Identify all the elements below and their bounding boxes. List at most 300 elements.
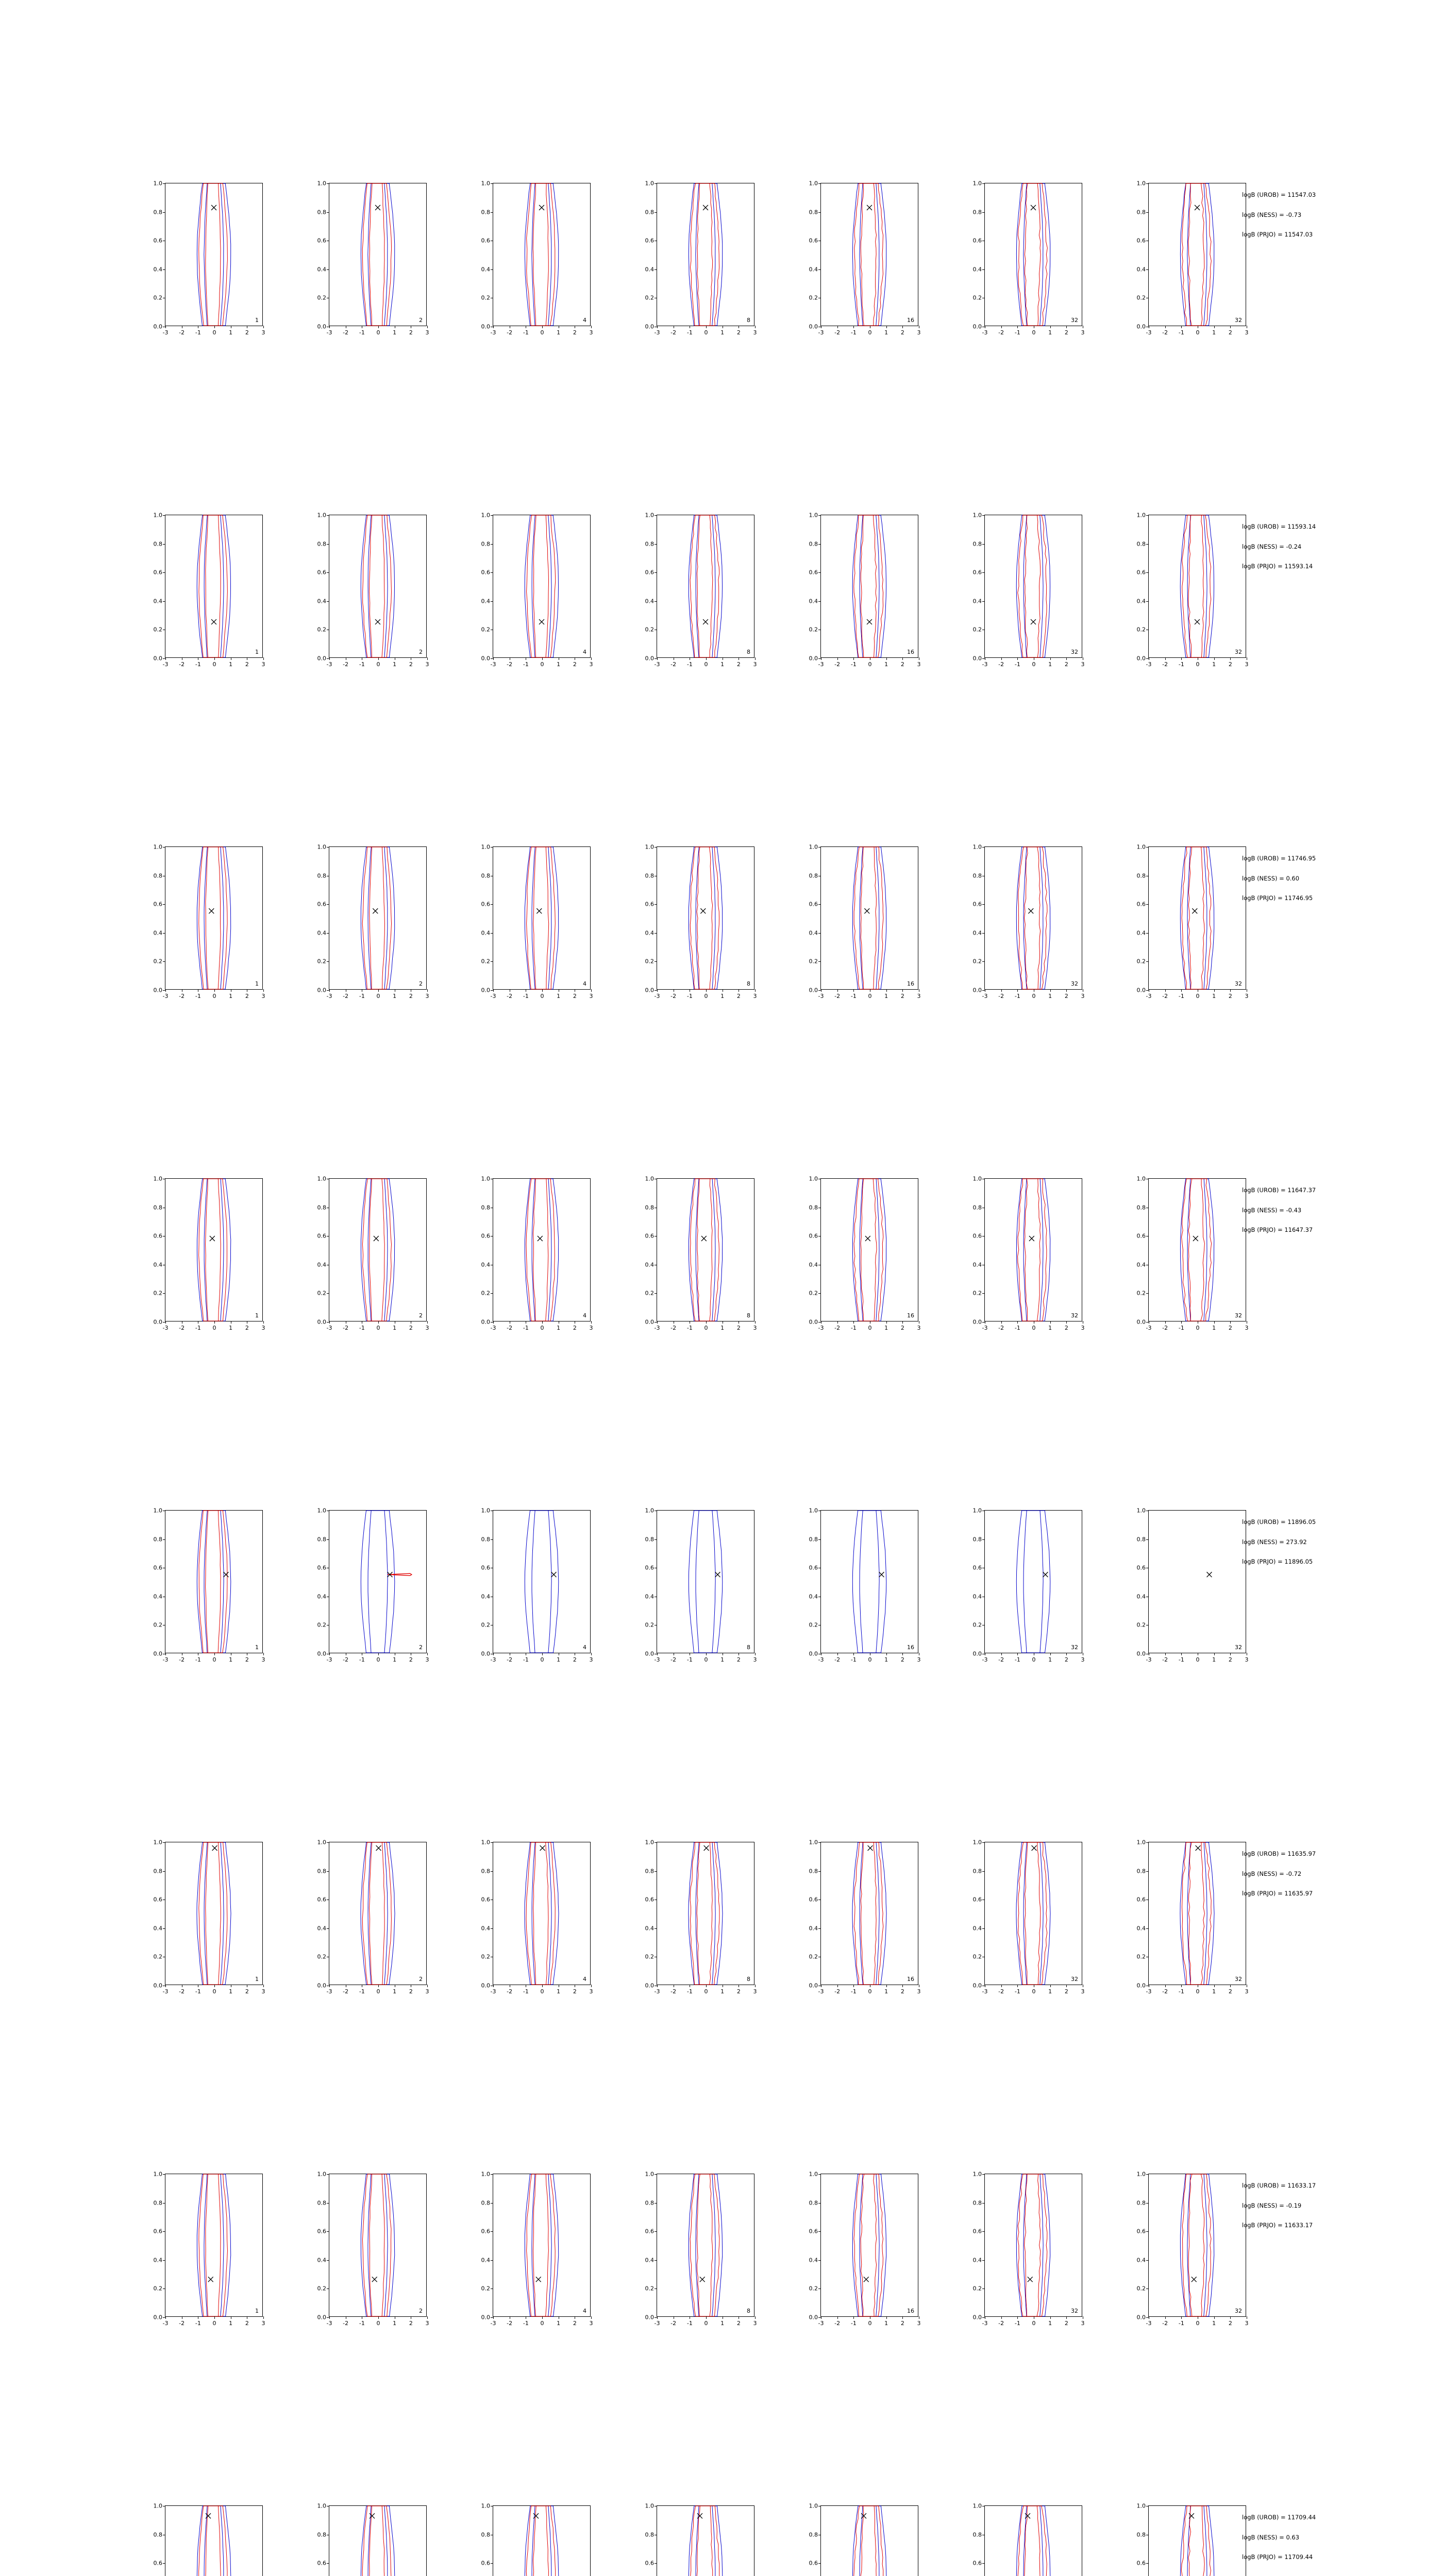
x-tick-label: 0 [540, 1656, 544, 1663]
y-tick-label: 0.6 [317, 1564, 326, 1571]
x-tick-label: -2 [998, 661, 1004, 668]
x-tick-label: -3 [490, 329, 496, 336]
x-tick-label: -3 [654, 1988, 660, 1995]
x-tick-mark [1050, 2316, 1051, 2319]
x-tick-label: -3 [654, 993, 660, 999]
x-tick-mark [1001, 657, 1002, 660]
y-tick-label: 0.8 [153, 1868, 162, 1875]
reference-contour [689, 515, 722, 657]
y-tick-label: 1.0 [972, 1839, 982, 1846]
y-tick-label: 0.6 [972, 901, 982, 908]
y-tick-label: 1.0 [809, 1175, 818, 1182]
y-tick-label: 0.2 [645, 2285, 654, 2292]
truth-marker-x [1029, 1236, 1034, 1241]
x-tick-label: 3 [1245, 1988, 1249, 1995]
panel-thinning-label: 4 [583, 980, 586, 987]
panel-thinning-label: 1 [255, 1644, 259, 1651]
y-tick-mark [491, 904, 493, 905]
y-tick-label: 1.0 [153, 843, 162, 851]
y-tick-label: 0.2 [1136, 1290, 1146, 1297]
x-tick-mark [493, 657, 494, 660]
y-tick-label: 0.0 [317, 1982, 326, 1989]
y-tick-label: 0.4 [1136, 2257, 1146, 2264]
contour-panel [1136, 1839, 1249, 1995]
truth-marker-x [1207, 1572, 1212, 1577]
contour-panel [153, 1839, 265, 1995]
x-tick-label: -3 [326, 661, 332, 668]
x-tick-label: -2 [1162, 661, 1168, 668]
x-tick-label: -1 [359, 993, 365, 999]
x-tick-label: -2 [343, 1656, 349, 1663]
contour-panel [809, 2171, 921, 2327]
estimate-contour [206, 515, 221, 657]
y-tick-label: 0.6 [1136, 237, 1146, 244]
y-tick-label: 0.6 [645, 569, 654, 576]
y-tick-label: 0.8 [317, 209, 326, 216]
x-tick-label: 2 [736, 1656, 741, 1663]
stat-line: logB (PRJO) = 11593.14 [1242, 563, 1313, 570]
stat-line: logB (UROB) = 11593.14 [1242, 523, 1316, 530]
y-tick-label: 0.0 [809, 2314, 818, 2321]
x-tick-label: 1 [393, 661, 397, 668]
x-tick-label: -1 [1178, 1656, 1184, 1663]
x-tick-label: 1 [393, 329, 397, 336]
y-tick-label: 1.0 [1136, 2502, 1146, 2510]
y-tick-label: 0.6 [809, 1232, 818, 1240]
x-tick-mark [1214, 2316, 1215, 2319]
x-tick-mark [755, 2316, 756, 2319]
x-tick-mark [886, 1653, 887, 1655]
y-tick-mark [163, 2231, 165, 2232]
y-tick-mark [982, 1928, 985, 1929]
panel-row [153, 1175, 1316, 1344]
stat-line: logB (PRJO) = 11647.37 [1242, 1226, 1313, 1233]
x-tick-mark [591, 657, 592, 660]
x-tick-mark [165, 326, 166, 328]
x-tick-mark [853, 657, 854, 660]
y-tick-label: 0.0 [317, 1318, 326, 1326]
estimate-contour [854, 1842, 883, 1985]
reference-contour [1180, 1179, 1214, 1321]
x-tick-label: -2 [834, 1325, 841, 1331]
estimate-contour [1025, 183, 1041, 326]
estimate-contour [533, 1842, 548, 1985]
x-tick-mark [1165, 1985, 1166, 1987]
y-tick-mark [1146, 1842, 1149, 1843]
panel-thinning-label: 32 [1235, 1644, 1242, 1651]
y-tick-label: 0.4 [153, 929, 162, 937]
panel-axes [317, 2171, 429, 2327]
x-tick-label: -3 [1146, 1656, 1152, 1663]
y-tick-label: 0.8 [481, 2531, 490, 2538]
x-tick-label: -3 [982, 1325, 988, 1331]
estimate-contour [861, 847, 876, 989]
x-tick-mark [427, 326, 428, 328]
x-tick-label: 3 [425, 1325, 429, 1331]
panel-thinning-label: 4 [583, 317, 586, 324]
estimate-contour [199, 2506, 227, 2576]
x-tick-label: 1 [720, 1988, 725, 1995]
panel-axes [645, 180, 757, 336]
panel-row [153, 2171, 1316, 2340]
x-tick-mark [378, 1653, 379, 1655]
truth-marker-x [209, 908, 214, 913]
reference-contour [197, 1842, 231, 1985]
y-tick-mark [818, 1842, 821, 1843]
y-tick-label: 0.6 [481, 1896, 490, 1903]
y-tick-label: 1.0 [1136, 180, 1146, 187]
x-tick-mark [657, 657, 658, 660]
y-tick-label: 0.8 [809, 872, 818, 879]
estimate-contour [533, 183, 548, 326]
y-tick-label: 0.0 [809, 1982, 818, 1989]
y-tick-label: 0.6 [809, 2560, 818, 2567]
x-tick-label: -2 [343, 329, 349, 336]
x-tick-mark [378, 989, 379, 992]
y-tick-label: 0.6 [481, 1232, 490, 1240]
x-tick-label: 2 [1064, 1988, 1068, 1995]
y-tick-mark [655, 961, 657, 962]
reference-contour [1187, 2506, 1207, 2576]
y-tick-mark [491, 1539, 493, 1540]
y-tick-label: 0.2 [645, 958, 654, 965]
x-tick-label: 3 [261, 1325, 265, 1331]
x-tick-mark [853, 1985, 854, 1987]
x-tick-mark [755, 657, 756, 660]
reference-contour [368, 1511, 388, 1653]
x-tick-mark [902, 1321, 903, 1324]
estimate-contour [854, 2174, 883, 2316]
x-tick-label: -2 [1162, 1988, 1168, 1995]
y-tick-mark [1146, 2563, 1149, 2564]
x-tick-label: 0 [868, 1656, 872, 1663]
x-tick-label: -3 [1146, 2320, 1152, 2327]
y-tick-label: 0.4 [317, 266, 326, 273]
x-tick-mark [378, 1321, 379, 1324]
y-tick-mark [163, 2563, 165, 2564]
y-tick-label: 1.0 [481, 1175, 490, 1182]
estimate-contour [370, 1179, 384, 1321]
contour-panel [809, 1175, 921, 1331]
x-tick-label: 0 [376, 329, 380, 336]
x-tick-mark [837, 989, 838, 992]
x-tick-label: 2 [573, 1988, 577, 1995]
contour-panel [645, 1507, 757, 1663]
x-tick-label: -1 [359, 2320, 365, 2327]
reference-contour [852, 1511, 886, 1653]
y-tick-label: 0.4 [809, 1925, 818, 1932]
x-tick-label: -2 [343, 661, 349, 668]
truth-marker-x [208, 2277, 213, 2282]
y-tick-mark [982, 544, 985, 545]
y-tick-label: 1.0 [972, 843, 982, 851]
y-tick-label: 0.0 [153, 655, 162, 662]
reference-contour [852, 1179, 886, 1321]
reference-contour [689, 2174, 722, 2316]
y-tick-label: 0.0 [972, 655, 982, 662]
y-tick-label: 0.6 [317, 2228, 326, 2235]
x-tick-mark [1066, 1653, 1067, 1655]
x-tick-label: 3 [261, 661, 265, 668]
y-tick-label: 0.2 [153, 1290, 162, 1297]
reference-contour [1016, 1179, 1050, 1321]
y-tick-mark [1146, 601, 1149, 602]
panel-axes [481, 843, 593, 999]
x-tick-label: 1 [393, 1325, 397, 1331]
y-tick-label: 0.6 [645, 237, 654, 244]
x-tick-label: -2 [998, 329, 1004, 336]
y-tick-label: 1.0 [972, 1507, 982, 1514]
y-tick-mark [818, 515, 821, 516]
estimate-contour [690, 2174, 719, 2316]
y-tick-label: 0.0 [1136, 323, 1146, 330]
y-tick-label: 0.6 [809, 2228, 818, 2235]
x-tick-label: -2 [998, 1656, 1004, 1663]
panel-thinning-label: 2 [419, 649, 423, 655]
y-tick-mark [655, 212, 657, 213]
y-tick-label: 0.6 [1136, 2228, 1146, 2235]
y-tick-label: 0.6 [972, 1896, 982, 1903]
estimate-contour [690, 515, 719, 657]
x-tick-label: -1 [1014, 1656, 1020, 1663]
estimate-contour [1018, 1842, 1047, 1985]
contour-panel [1136, 2502, 1246, 2576]
reference-contour [361, 2506, 395, 2576]
y-tick-mark [655, 1539, 657, 1540]
x-tick-label: 0 [376, 1988, 380, 1995]
y-tick-label: 0.2 [809, 958, 818, 965]
x-tick-label: -1 [359, 661, 365, 668]
y-tick-label: 0.2 [972, 1621, 982, 1629]
x-tick-mark [1214, 1321, 1215, 1324]
x-tick-mark [1001, 1985, 1002, 1987]
y-tick-mark [655, 1928, 657, 1929]
y-tick-mark [491, 1928, 493, 1929]
x-tick-label: 2 [1228, 661, 1232, 668]
x-tick-label: 1 [557, 329, 561, 336]
x-tick-label: -1 [195, 1988, 201, 1995]
x-tick-label: 2 [1064, 2320, 1068, 2327]
x-tick-label: 3 [589, 993, 593, 999]
y-tick-mark [818, 2231, 821, 2232]
y-tick-label: 0.2 [645, 1290, 654, 1297]
x-tick-mark [755, 1653, 756, 1655]
y-tick-mark [982, 2174, 985, 2175]
panel-axes [153, 1175, 265, 1331]
panel-axes [153, 1839, 265, 1995]
x-tick-mark [165, 1653, 166, 1655]
x-tick-mark [591, 989, 592, 992]
y-tick-mark [327, 515, 329, 516]
x-tick-label: 0 [704, 1656, 708, 1663]
y-tick-label: 0.6 [972, 1564, 982, 1571]
truth-marker-x [224, 1572, 229, 1577]
estimate-contour [362, 2174, 391, 2316]
x-tick-mark [263, 657, 264, 660]
y-tick-label: 0.8 [317, 540, 326, 548]
y-tick-label: 0.8 [972, 209, 982, 216]
y-tick-mark [1146, 1293, 1149, 1294]
y-tick-mark [818, 1539, 821, 1540]
x-tick-label: 1 [229, 2320, 233, 2327]
estimate-contour [690, 2506, 719, 2576]
stat-line: logB (UROB) = 11633.17 [1242, 2182, 1316, 2189]
y-tick-mark [818, 1871, 821, 1872]
x-tick-label: 0 [376, 661, 380, 668]
x-tick-label: 0 [868, 329, 872, 336]
y-tick-label: 0.0 [972, 323, 982, 330]
x-tick-label: -1 [195, 661, 201, 668]
y-tick-label: 0.8 [1136, 209, 1146, 216]
y-tick-mark [982, 269, 985, 270]
x-tick-mark [493, 1321, 494, 1324]
y-tick-mark [982, 961, 985, 962]
x-tick-label: -1 [686, 329, 693, 336]
contour-panel [1136, 2171, 1249, 2327]
x-tick-label: 0 [212, 1988, 216, 1995]
truth-marker-x [704, 1845, 709, 1851]
x-tick-label: 0 [1032, 2320, 1036, 2327]
y-tick-mark [655, 544, 657, 545]
x-tick-mark [329, 657, 330, 660]
y-tick-label: 0.8 [645, 1536, 654, 1543]
contour-panel [153, 1175, 265, 1331]
y-tick-mark [491, 2260, 493, 2261]
x-tick-label: -2 [507, 661, 513, 668]
y-tick-label: 0.4 [645, 266, 654, 273]
y-tick-mark [982, 847, 985, 848]
x-tick-label: -3 [982, 1656, 988, 1663]
x-tick-mark [214, 326, 215, 328]
y-tick-label: 0.0 [645, 655, 654, 662]
panel-thinning-label: 8 [747, 2308, 750, 2314]
y-tick-label: 0.8 [481, 540, 490, 548]
x-tick-label: 3 [425, 661, 429, 668]
y-tick-mark [1146, 544, 1149, 545]
x-tick-mark [214, 1985, 215, 1987]
y-tick-label: 0.6 [809, 901, 818, 908]
estimate-contour [1188, 1842, 1204, 1985]
truth-marker-x [1031, 205, 1036, 210]
x-tick-label: -2 [998, 1325, 1004, 1331]
x-tick-mark [886, 989, 887, 992]
y-tick-label: 0.4 [317, 1261, 326, 1268]
x-tick-label: -1 [686, 993, 693, 999]
x-tick-label: 2 [409, 2320, 413, 2327]
x-tick-mark [1165, 2316, 1166, 2319]
y-tick-label: 1.0 [317, 1839, 326, 1846]
y-tick-mark [491, 601, 493, 602]
y-tick-mark [327, 2174, 329, 2175]
x-tick-label: 0 [704, 1325, 708, 1331]
panel-axes [1136, 512, 1249, 668]
x-tick-label: -2 [670, 1988, 677, 1995]
x-tick-label: -3 [162, 661, 169, 668]
stat-line: logB (UROB) = 11635.97 [1242, 1850, 1316, 1857]
y-tick-label: 0.8 [645, 2531, 654, 2538]
x-tick-label: 1 [229, 329, 233, 336]
y-tick-label: 0.4 [972, 929, 982, 937]
x-tick-label: -3 [1146, 993, 1152, 999]
x-tick-label: 2 [900, 329, 904, 336]
stat-line: logB (PRJO) = 11896.05 [1242, 1558, 1313, 1565]
x-tick-mark [427, 1321, 428, 1324]
y-tick-label: 0.4 [153, 1925, 162, 1932]
y-tick-mark [163, 2174, 165, 2175]
x-tick-mark [1066, 1985, 1067, 1987]
y-tick-label: 0.2 [1136, 958, 1146, 965]
y-tick-label: 1.0 [645, 1175, 654, 1182]
stat-line: logB (UROB) = 11709.44 [1242, 2514, 1316, 2521]
y-tick-mark [163, 572, 165, 573]
truth-marker-x [375, 205, 380, 210]
x-tick-label: 3 [425, 329, 429, 336]
y-tick-mark [327, 847, 329, 848]
y-tick-label: 0.6 [317, 2560, 326, 2567]
truth-marker-x [212, 1845, 217, 1851]
contour-panel [317, 1175, 429, 1331]
x-tick-label: -1 [850, 993, 857, 999]
y-tick-label: 0.0 [481, 987, 490, 994]
y-tick-label: 0.8 [481, 2199, 490, 2207]
truth-marker-x [715, 1572, 720, 1577]
y-tick-label: 0.4 [972, 1261, 982, 1268]
reference-contour [1016, 183, 1050, 326]
y-tick-label: 0.6 [153, 2560, 162, 2567]
y-tick-label: 0.4 [317, 2257, 326, 2264]
truth-marker-x [868, 1845, 873, 1851]
contour-panel [972, 1507, 1085, 1663]
panel-axes [1136, 1507, 1249, 1663]
y-tick-label: 0.8 [1136, 1204, 1146, 1211]
y-tick-label: 1.0 [1136, 1507, 1146, 1514]
panel-thinning-label: 16 [907, 980, 914, 987]
x-tick-mark [1165, 1653, 1166, 1655]
x-tick-mark [214, 1653, 215, 1655]
y-tick-label: 0.2 [153, 2285, 162, 2292]
y-tick-label: 1.0 [972, 2171, 982, 2178]
y-tick-label: 1.0 [317, 180, 326, 187]
x-tick-mark [657, 326, 658, 328]
y-tick-label: 1.0 [645, 180, 654, 187]
x-tick-label: 1 [229, 1325, 233, 1331]
y-tick-mark [655, 2231, 657, 2232]
y-tick-label: 0.6 [317, 901, 326, 908]
y-tick-label: 0.0 [317, 1650, 326, 1657]
x-tick-mark [542, 657, 543, 660]
x-tick-label: 2 [900, 1325, 904, 1331]
x-tick-label: 2 [245, 993, 249, 999]
estimate-contour [1188, 183, 1204, 326]
estimate-contour [1025, 847, 1041, 989]
contour-panel [481, 1839, 593, 1995]
y-tick-mark [982, 2260, 985, 2261]
x-tick-label: -2 [179, 1325, 185, 1331]
estimate-contour [697, 183, 713, 326]
y-tick-mark [327, 961, 329, 962]
x-tick-mark [165, 657, 166, 660]
y-tick-label: 0.2 [317, 958, 326, 965]
estimate-contour [206, 847, 221, 989]
y-tick-label: 0.8 [809, 1868, 818, 1875]
y-tick-label: 0.8 [1136, 1536, 1146, 1543]
y-tick-label: 0.4 [481, 598, 490, 605]
panel-axes [645, 1507, 757, 1663]
estimate-contour [526, 1179, 555, 1321]
x-tick-mark [1066, 989, 1067, 992]
y-tick-mark [982, 2231, 985, 2232]
contour-panel [809, 180, 921, 336]
